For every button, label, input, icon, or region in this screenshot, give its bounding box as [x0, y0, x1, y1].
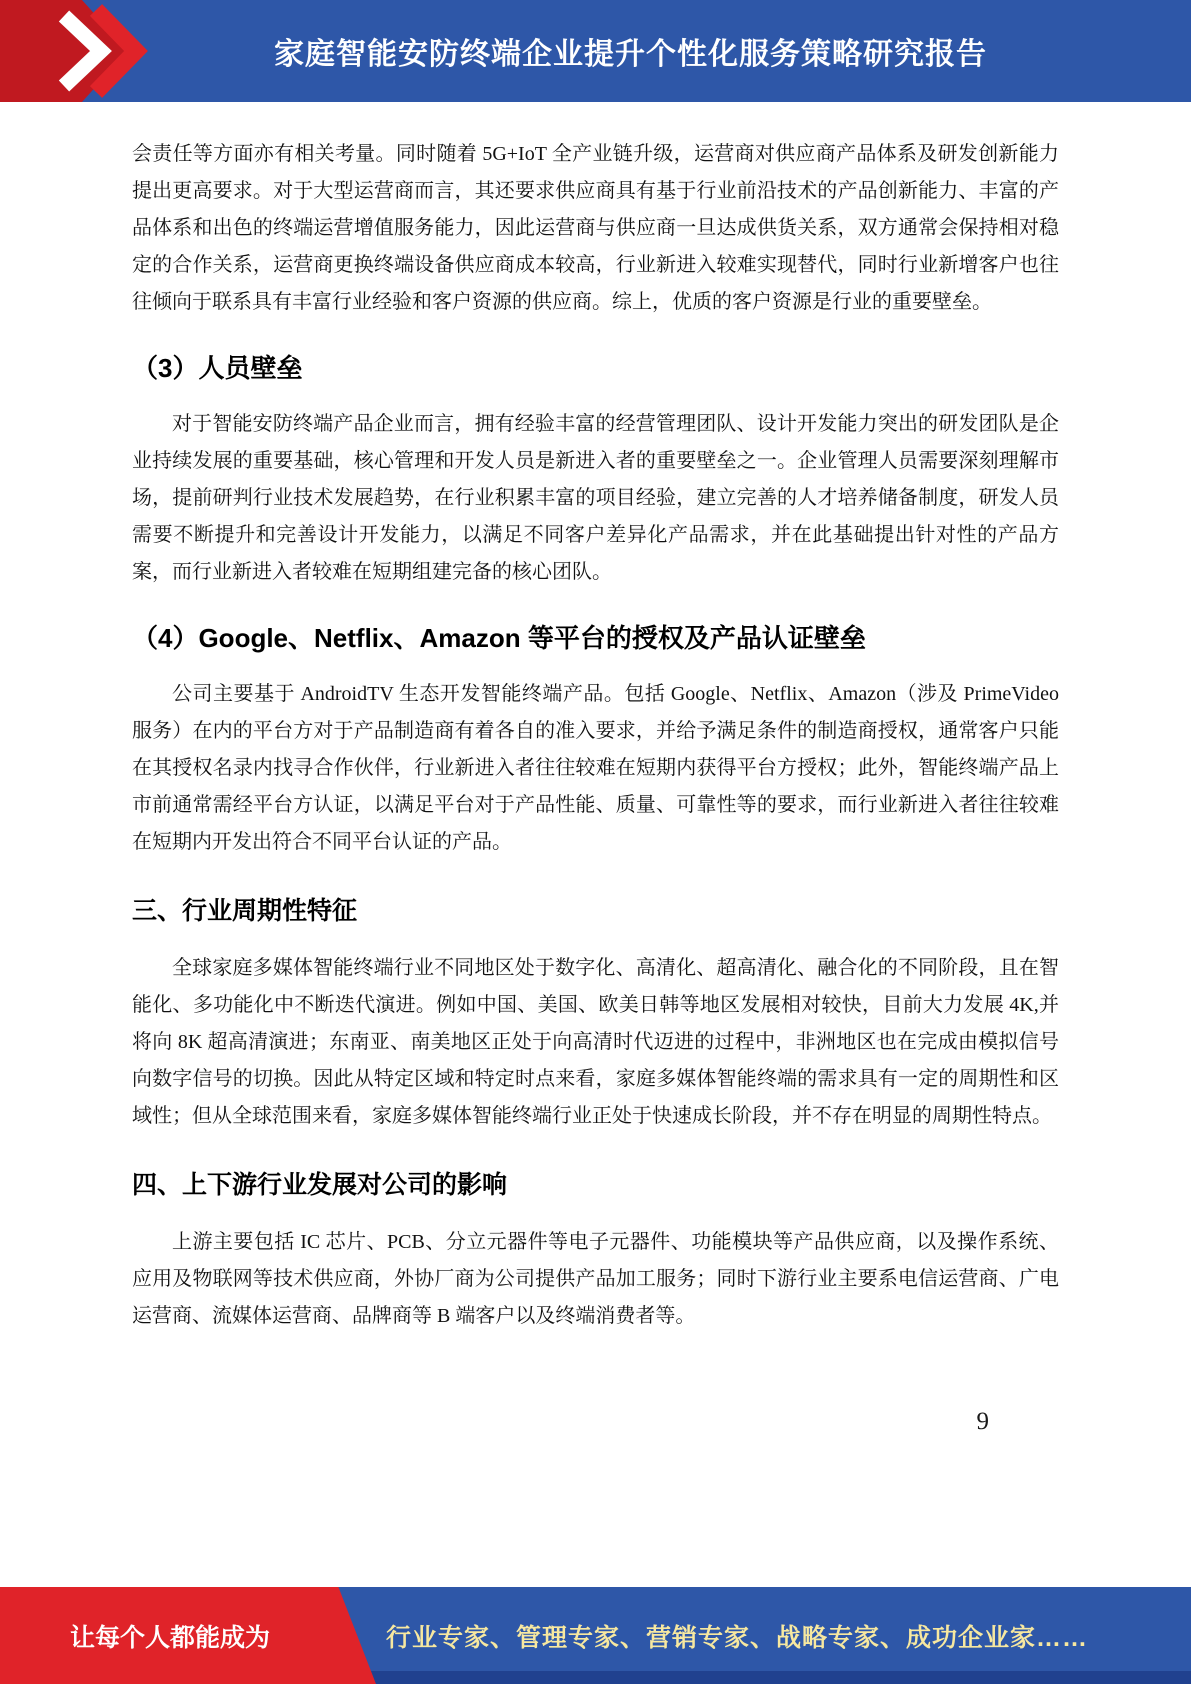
page-header	[0, 0, 1191, 102]
heading-upstream-downstream-impact: 四、上下游行业发展对公司的影响	[132, 1171, 508, 1199]
page-number: 9	[976, 1408, 989, 1435]
paragraph-customer-resource-barrier: 会责任等方面亦有相关考量。同时随着 5G+IoT 全产业链升级，运营商对供应商产品体系及研发创新能力提出更高要求。对于大型运营商而言，其还要求供应商具有基于行业前沿技术的产品创新能力、丰富的产品体系和出色的终端运营增值服务能力，因此运营商与供应商一旦达成供货关系，双方通常会保持相对稳定的合作关系，运营商更换终端设备供应商成本较高，行业新进入较难实现替代，同时行业新增客户也往往倾向于联系具有丰富行业经验和客户资源的供应商。综上，优质的客户资源是行业的重要壁垒。	[132, 143, 1059, 313]
paragraph-upstream-downstream-impact: 上游主要包括 IC 芯片、PCB、分立元器件等电子元器件、功能模块等产品供应商，以及操作系统、应用及物联网等技术供应商，外协厂商为公司提供产品加工服务；同时下游行业主要系电信运营商、广电运营商、流媒体运营商、品牌商等 B 端客户以及终端消费者等。	[132, 1231, 1059, 1327]
footer-slogan-left: 让每个人都能成为	[69, 1623, 270, 1652]
report-title: 家庭智能安防终端企业提升个性化服务策略研究报告	[274, 38, 987, 71]
red-chevron-banner-icon	[0, 0, 170, 102]
heading-industry-cyclicality: 三、行业周期性特征	[132, 897, 358, 925]
heading-platform-certification-barrier: （4）Google、Netflix、Amazon 等平台的授权及产品认证壁垒	[132, 623, 866, 653]
paragraph-personnel-barrier: 对于智能安防终端产品企业而言，拥有经验丰富的经营管理团队、设计开发能力突出的研发团队是企业持续发展的重要基础，核心管理和开发人员是新进入者的重要壁垒之一。企业管理人员需要深刻理解市场，提前研判行业技术发展趋势，在行业积累丰富的项目经验，建立完善的人才培养储备制度，研发人员需要不断提升和完善设计开发能力，以满足不同客户差异化产品需求，并在此基础提出针对性的产品方案，而行业新进入者较难在短期组建完备的核心团队。	[132, 413, 1059, 583]
document-body	[0, 102, 1191, 1335]
footer-slogan-right: 行业专家、管理专家、营销专家、战略专家、成功企业家……	[386, 1623, 1089, 1652]
paragraph-industry-cyclicality: 全球家庭多媒体智能终端行业不同地区处于数字化、高清化、超高清化、融合化的不同阶段，且在智能化、多功能化中不断迭代演进。例如中国、美国、欧美日韩等地区发展相对较快，目前大力发展 4K,并将向 8K 超高清演进；东南亚、南美地区正处于向高清时代迈进的过程中，非洲地区也在完成由模拟信号向数字信号的切换。因此从特定区域和特定时点来看，家庭多媒体智能终端的需求具有一定的周期性和区域性；但从全球范围来看，家庭多媒体智能终端行业正处于快速成长阶段，并不存在明显的周期性特点。	[132, 957, 1059, 1127]
paragraph-platform-certification-barrier: 公司主要基于 AndroidTV 生态开发智能终端产品。包括 Google、Netflix、Amazon（涉及 PrimeVideo 服务）在内的平台方对于产品制造商有着各自的准入要求，并给予满足条件的制造商授权，通常客户只能在其授权名录内找寻合作伙伴，行业新进入者往往较难在短期内获得平台方授权；此外，智能终端产品上市前通常需经平台方认证，以满足平台对于产品性能、质量、可靠性等的要求，而行业新进入者往往较难在短期内开发出符合不同平台认证的产品。	[132, 683, 1059, 853]
page-footer	[0, 1587, 1191, 1684]
heading-personnel-barrier: （3）人员壁垒	[132, 353, 303, 383]
